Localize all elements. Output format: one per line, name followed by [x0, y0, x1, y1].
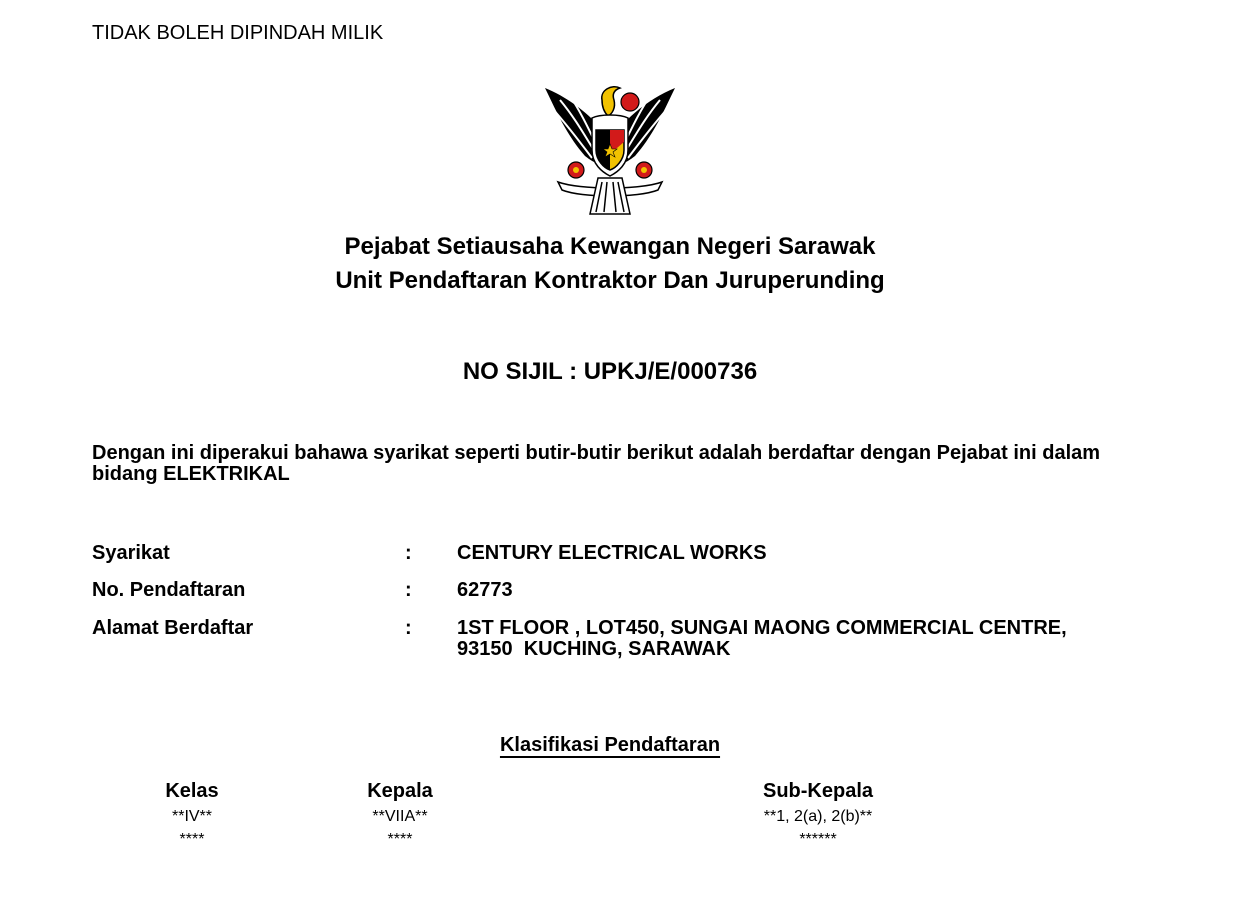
- certificate-number: NO SIJIL : UPKJ/E/000736: [462, 358, 758, 385]
- classification-title: [0, 734, 1220, 757]
- table-cell: **1, 2(a), 2(b)**: [763, 808, 873, 825]
- column-header-kelas: Kelas: [165, 780, 219, 802]
- address-line-2: 93150 KUCHING, SARAWAK: [457, 638, 731, 660]
- detail-value: [457, 618, 1137, 660]
- classification-title-text: Klasifikasi Pendaftaran: [499, 734, 721, 756]
- table-cell: ******: [799, 831, 837, 848]
- issuing-office-title: Pejabat Setiausaha Kewangan Negeri Sarawak: [344, 233, 876, 260]
- detail-colon: :: [405, 542, 412, 564]
- detail-colon: :: [405, 617, 412, 639]
- issuing-unit-title: Unit Pendaftaran Kontraktor Dan Juruperunding: [335, 267, 885, 294]
- detail-value: 62773: [457, 579, 513, 601]
- table-cell: ****: [387, 831, 413, 848]
- column-header-sub-kepala: Sub-Kepala: [762, 780, 874, 802]
- detail-label: Syarikat: [92, 542, 170, 564]
- sarawak-coat-of-arms-icon: [540, 78, 680, 218]
- detail-label: No. Pendaftaran: [92, 579, 246, 601]
- detail-colon: :: [405, 579, 412, 601]
- detail-label: Alamat Berdaftar: [92, 617, 254, 639]
- detail-row-address: [92, 618, 1152, 662]
- column-header-kepala: Kepala: [367, 780, 433, 802]
- non-transferable-notice: TIDAK BOLEH DIPINDAH MILIK: [92, 22, 384, 44]
- certification-statement: Dengan ini diperakui bahawa syarikat seperti butir-butir berikut adalah berdaftar dengan Pejabat ini dalam bidang ELEKTRIKAL: [92, 442, 1101, 485]
- table-cell: ****: [179, 831, 205, 848]
- table-cell: **IV**: [171, 808, 213, 825]
- detail-value: CENTURY ELECTRICAL WORKS: [457, 542, 767, 564]
- address-line-1: 1ST FLOOR , LOT450, SUNGAI MAONG COMMERCIAL CENTRE,: [457, 617, 1067, 639]
- table-cell: **VIIA**: [372, 808, 428, 825]
